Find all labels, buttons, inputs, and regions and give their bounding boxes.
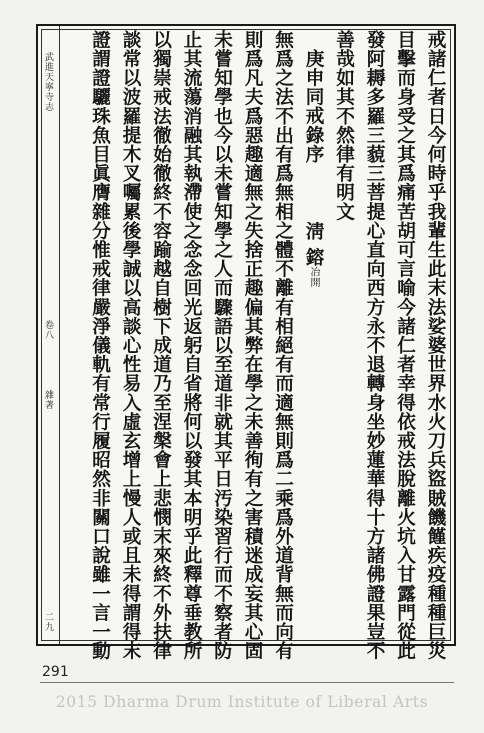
page-divider: [40, 682, 454, 683]
text-column: 以獨崇戒法徹始徹終不容踰越自樹下成道乃至涅槃會上悲憫末來終不外扶律: [150, 30, 172, 661]
body-text: [70, 30, 450, 661]
page-number: 291: [42, 664, 69, 680]
text-column: 無爲之法不出有爲無相之體不離有相絕有而適無則爲二乘爲外道背無而向有: [272, 30, 294, 661]
essay-title-column: [298, 30, 329, 636]
text-column: 證謂證驪珠魚目眞膺雜分惟戒律嚴淨儀軌有常行履昭然非關口說雖一言一動: [89, 30, 111, 661]
text-column: 談常以波羅提木叉囑累後學誠以高談心性易入虛玄增上慢人或且未得謂得末: [120, 30, 141, 661]
text-column: 戒諸仁者日今何時乎我輩生此末法娑婆世界水火刀兵盜賊饑饉疾疫種種巨災: [425, 30, 446, 661]
author-name: 淸 鎔: [303, 221, 324, 267]
text-column: 發阿耨多羅三藐三菩提心直向西方永不退轉身坐妙蓮華得十方諸佛證果豈不: [364, 30, 385, 661]
text-column: 善哉如其不然律有明文: [333, 30, 355, 221]
watermark: 2015 Dharma Drum Institute of Liberal Arts: [55, 693, 429, 711]
essay-title: 庚申同戒錄序: [303, 49, 324, 164]
margin-title: 武進天寧寺志: [43, 52, 53, 112]
margin-volume: 卷八: [43, 320, 53, 340]
text-column: 未嘗知學也今以未嘗知學之人而驟語以至道非就其平日汚染習行而不察者防: [211, 30, 233, 661]
text-column: 目擊而身受之其爲痛苦胡可言喻今諸仁者幸得依戒法脫離火坑入甘露門從此: [394, 30, 416, 661]
margin-folio: 二九: [43, 612, 53, 632]
margin-section: 雜著: [43, 390, 53, 410]
text-column: 止其流蕩消融其執滯使之念念回光返躬自省將何以發其本明乎此釋尊垂教所: [181, 30, 202, 661]
text-column: 則爲凡夫爲惡趣適無之失捨正趣偏其弊在學之未善徇有之害積迷成妄其心固: [242, 30, 263, 661]
author-note: 冶開: [308, 266, 319, 288]
